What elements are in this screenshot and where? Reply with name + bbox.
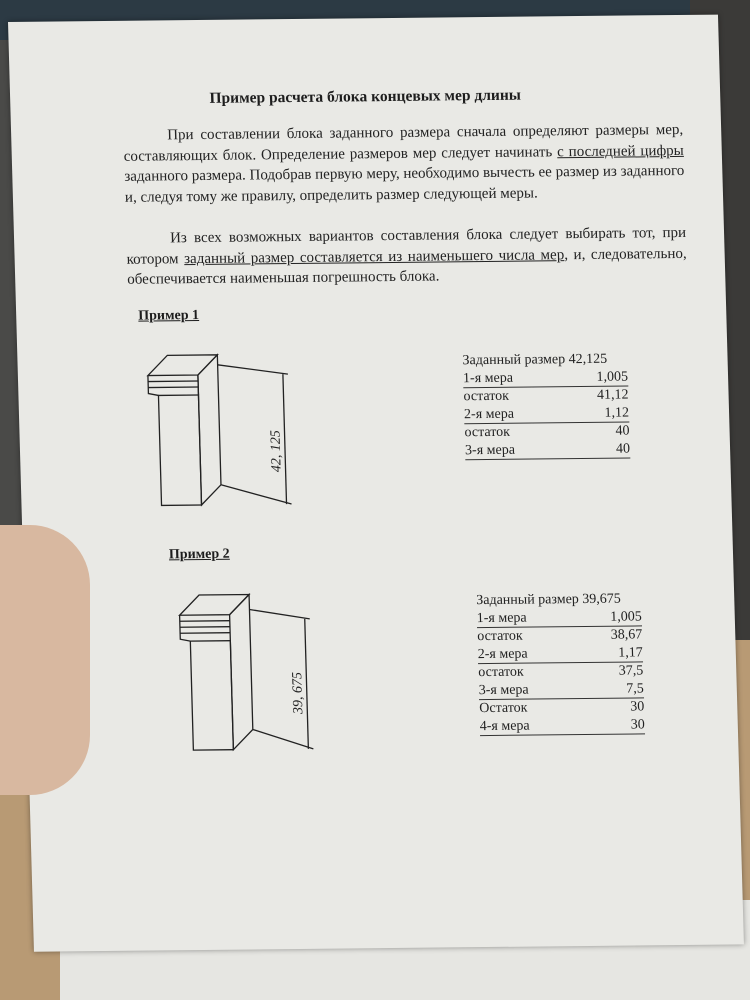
calc-value: 37,5 (618, 663, 644, 679)
calc-row (463, 368, 629, 388)
calc-label: остаток (464, 424, 511, 441)
example-2-label: Пример 2 (168, 546, 230, 563)
dimension-label: 42, 125 (268, 430, 285, 473)
calc-row (478, 662, 643, 681)
text: При составлении блока заданного размера сначала определяют размеры мер, составляющих блок. Определение размеров мер следует начинать (123, 121, 684, 165)
calc-value: 7,5 (626, 680, 644, 697)
calc-value: 1,005 (596, 369, 629, 385)
calc-row (480, 716, 646, 736)
text: Из всех возможных вариантов составления блока следует выбирать тот, при котором (126, 224, 687, 268)
calc-row (479, 698, 644, 717)
calc-value: 1,005 (610, 608, 642, 625)
header-text: Заданный размер 42,125 (462, 351, 608, 369)
calc-value: 40 (615, 441, 631, 457)
calc-label: остаток (477, 628, 523, 645)
underlined-text: заданный размер составляется из наименьшего числа мер (183, 246, 565, 267)
calc-row (464, 423, 629, 442)
underlined-text: с последней цифры (556, 142, 684, 160)
calc-label: 4-я мера (479, 718, 530, 734)
calc-value: 1,17 (618, 644, 643, 661)
calc-value: 30 (630, 699, 645, 715)
calc-row (463, 387, 628, 406)
calc-value: 1,12 (604, 405, 630, 421)
text: , и, следовательно, обеспечивается наименьшая погрешность блока. (127, 245, 687, 288)
text: заданного размера. Подобрав первую меру, необходимо вычесть ее размер из заданного и, следуя тому же правилу, определить размер следующей меры. (124, 162, 685, 206)
example-2-block-drawing (169, 584, 334, 766)
calc-value: 30 (630, 716, 645, 733)
example-1-label: Пример 1 (138, 308, 200, 324)
calc-label: остаток (478, 664, 524, 681)
calc-label: 1-я мера (476, 610, 527, 626)
calc-header (476, 590, 641, 609)
header-text: Заданный размер 39,675 (476, 591, 622, 609)
paragraph-1 (123, 120, 685, 208)
calc-value: 38,67 (610, 627, 643, 643)
paragraph-2 (126, 223, 688, 290)
calc-label: 2-я мера (463, 406, 515, 422)
calc-value: 41,12 (596, 387, 629, 403)
document-page (8, 15, 744, 952)
calc-value: 40 (615, 423, 630, 439)
calc-label: 1-я мера (462, 370, 514, 386)
calc-row (477, 626, 642, 645)
calc-header (462, 351, 627, 370)
calc-label: 2-я мера (477, 646, 528, 662)
calc-row (479, 680, 645, 700)
example-2-calculation (476, 590, 645, 736)
example-1-calculation (462, 351, 630, 461)
calc-label: 3-я мера (464, 442, 516, 458)
hand (0, 525, 90, 795)
dimension-label: 39, 675 (290, 671, 307, 715)
example-1-block-drawing (137, 344, 302, 516)
calc-row (478, 644, 644, 664)
calc-row (465, 440, 631, 460)
document-title: Пример расчета блока концевых мер длины (209, 86, 522, 107)
calc-label: 3-я мера (478, 682, 529, 698)
calc-label: остаток (463, 388, 510, 405)
calc-row (477, 608, 643, 628)
calc-row (464, 404, 630, 424)
calc-label: Остаток (479, 700, 528, 717)
